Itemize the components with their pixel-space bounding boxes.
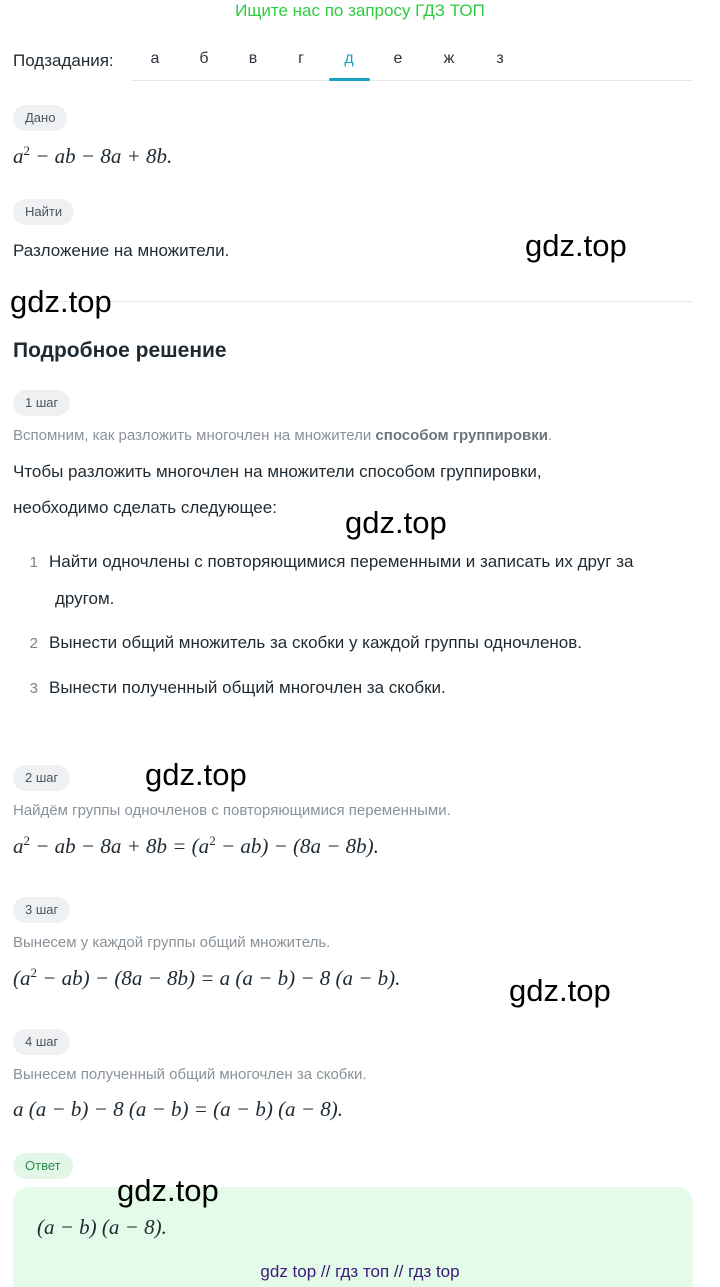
step4-pill: 4 шаг [13,1029,70,1055]
given-pill: Дано [13,105,67,131]
tab-d[interactable]: д [344,50,354,67]
watermark: gdz.top [509,973,611,1008]
step1-line1: Чтобы разложить многочлен на множители способом группировки, [13,462,542,481]
tab-a[interactable]: а [150,50,160,67]
list-item-text: Вынести общий множитель за скобки у каждой группы одночленов. [49,633,583,652]
subtasks-bar [0,44,720,84]
subtasks-label: Подзадания: [13,51,114,70]
tab-e[interactable]: е [393,50,403,67]
section-divider [13,301,692,302]
find-text: Разложение на множители. [13,241,230,260]
list-item-text: Вынести полученный общий многочлен за скобки. [49,678,446,697]
tab-v[interactable]: в [248,50,258,67]
watermark: gdz.top [10,284,112,319]
step3-pill: 3 шаг [13,897,70,923]
promo-banner: Ищите нас по запросу ГДЗ ТОП [235,1,485,20]
given-expression: $a^2$ − ab − 8a + 8b. [13,143,173,168]
step2-expression: $a^2$ − ab − $8a + 8b = (a^2 - ab) - (8a - 8b)$. [13,833,379,858]
list-item-number: 2 [29,635,38,652]
watermark: gdz.top [117,1173,219,1208]
tab-g[interactable]: г [298,50,304,67]
answer-expression: (a − b) (a − 8). [37,1215,167,1239]
list-item-continuation: другом. [55,589,115,608]
list-item-number: 1 [29,554,38,571]
step4-hint: Вынесем полученный общий многочлен за скобки. [13,1066,367,1083]
step3-expression: $(a^2 - ab) - (8a - 8b) = a$ (a − b) − 8 (a − b). [13,965,401,990]
step1-line2: необходимо сделать следующее: [13,498,277,517]
active-tab-indicator [329,78,370,81]
step2-hint: Найдём группы одночленов с повторяющимися переменными. [13,802,451,819]
tab-b[interactable]: б [199,50,209,67]
step4-expression: a (a − b) − 8 (a − b) = (a − b) (a − 8). [13,1097,343,1121]
watermark: gdz.top [525,228,627,263]
list-item-text: Найти одночлены с повторяющимися переменными и записать их друг за [49,552,634,571]
step3-hint: Вынесем у каждой группы общий множитель. [13,934,331,951]
footer-links[interactable]: gdz top // гдз топ // гдз top [260,1262,460,1281]
watermark: gdz.top [345,505,447,540]
answer-pill: Ответ [13,1153,73,1179]
tab-zh[interactable]: ж [443,50,455,67]
solution-heading: Подробное решение [13,339,227,362]
list-item-number: 3 [29,680,38,697]
step1-hint: Вспомним, как разложить многочлен на множители способом группировки. [13,427,553,444]
watermark: gdz.top [145,757,247,792]
step2-pill: 2 шаг [13,765,70,791]
tab-z[interactable]: з [496,50,504,67]
step1-pill: 1 шаг [13,390,70,416]
subtasks-divider [132,80,692,81]
find-pill: Найти [13,199,74,225]
